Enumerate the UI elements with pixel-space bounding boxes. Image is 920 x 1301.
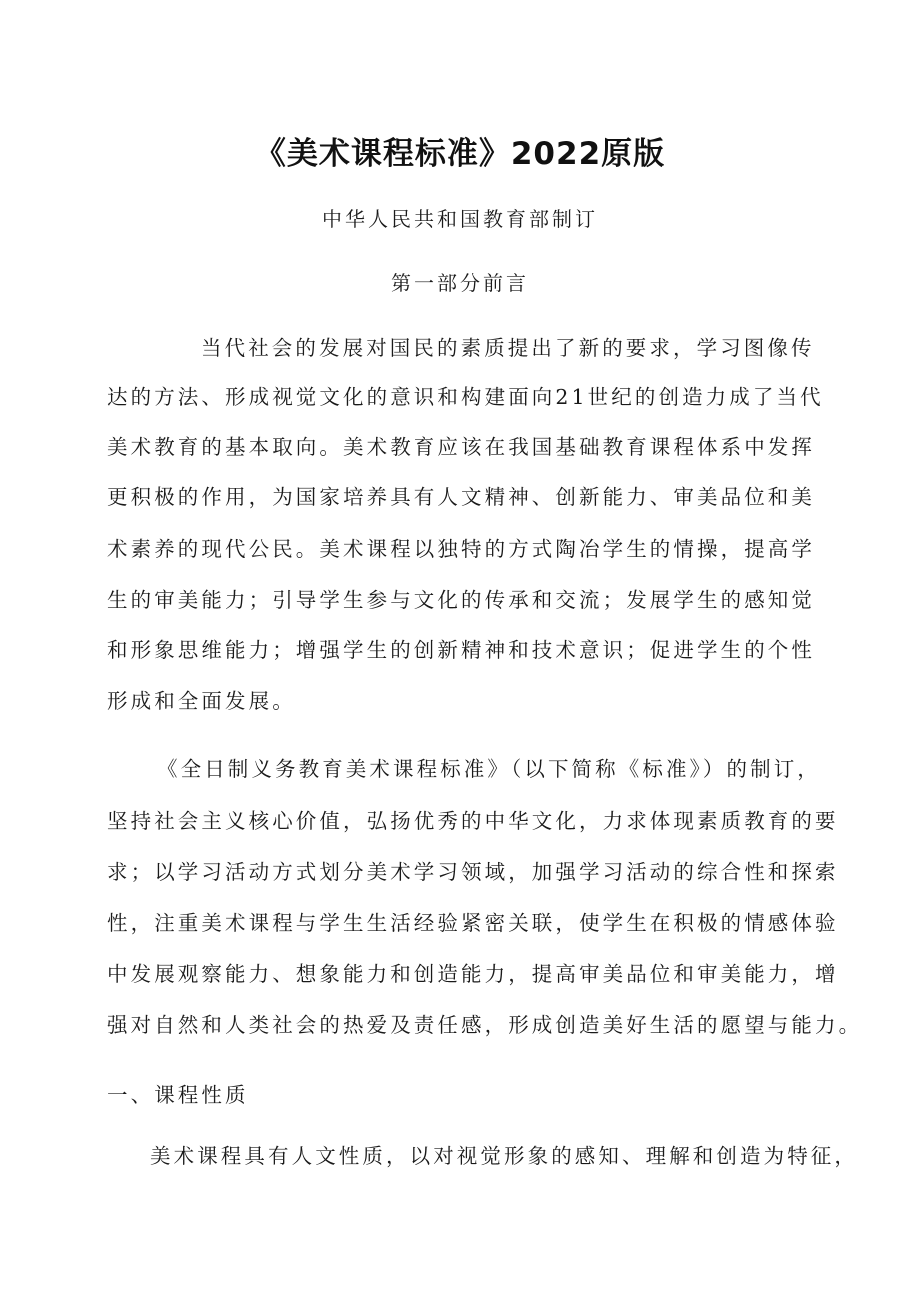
- paragraph-line: 美术教育的基本取向。美术教育应该在我国基础教育课程体系中发挥: [107, 435, 815, 459]
- paragraph-line: 形成和全面发展。: [107, 689, 296, 713]
- paragraph-line: 求；以学习活动方式划分美术学习领域，加强学习活动的综合性和探索: [107, 860, 839, 884]
- paragraph-line: 更积极的作用，为国家培养具有人文精神、创新能力、审美品位和美: [107, 485, 815, 509]
- paragraph-line: 达的方法、形成视觉文化的意识和构建面向21世纪的创造力成了当代: [107, 385, 824, 409]
- paragraph-line: 和形象思维能力；增强学生的创新精神和技术意识；促进学生的个性: [107, 638, 815, 662]
- paragraph-line: 美术课程具有人文性质，以对视觉形象的感知、理解和创造为特征，: [150, 1144, 858, 1168]
- paragraph-line: 强对自然和人类社会的热爱及责任感，形成创造美好生活的愿望与能力。: [107, 1013, 863, 1037]
- doc-subtitle: 中华人民共和国教育部制订: [322, 207, 598, 231]
- paragraph-line: 生的审美能力；引导学生参与文化的传承和交流；发展学生的感知觉: [107, 588, 815, 612]
- part-heading: 第一部分前言: [391, 271, 529, 295]
- paragraph-line: 术素养的现代公民。美术课程以独特的方式陶冶学生的情操，提高学: [107, 537, 815, 561]
- paragraph-line: 性，注重美术课程与学生生活经验紧密关联，使学生在积极的情感体验: [107, 911, 839, 935]
- paragraph-line: 中发展观察能力、想象能力和创造能力，提高审美品位和审美能力，增: [107, 962, 839, 986]
- paragraph-line: 当代社会的发展对国民的素质提出了新的要求，学习图像传: [201, 336, 815, 360]
- section-heading: 一、课程性质: [107, 1083, 249, 1107]
- doc-title: 《美术课程标准》2022原版: [254, 136, 666, 172]
- paragraph-line: 《全日制义务教育美术课程标准》（以下简称《标准》）的制订，: [157, 757, 821, 781]
- paragraph-line: 坚持社会主义核心价值，弘扬优秀的中华文化，力求体现素质教育的要: [107, 809, 839, 833]
